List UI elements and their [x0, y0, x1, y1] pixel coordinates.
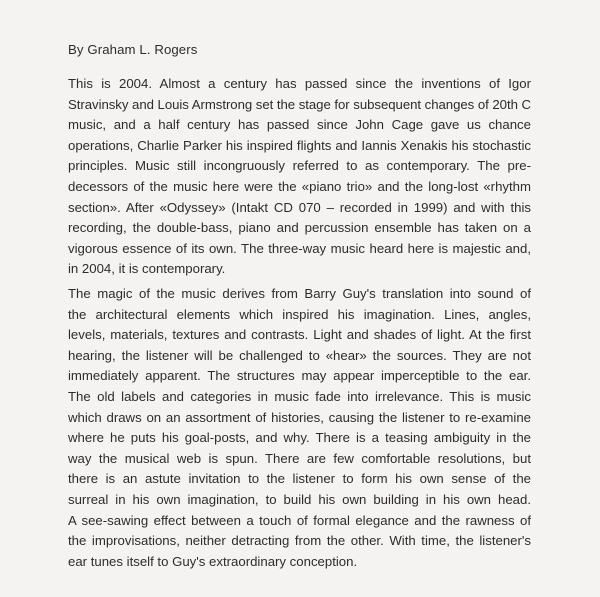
text-line: which draws on an assortment of histories, causing the listener to re-examine	[68, 409, 531, 425]
author-byline: By Graham L. Rogers	[68, 42, 198, 57]
paragraph-body	[68, 284, 531, 572]
text-line: Stravinsky and Louis Armstrong set the stage for subsequent changes of 20th C	[68, 96, 531, 112]
text-line: the architectural elements which inspired his imagination. Lines, angles,	[68, 306, 531, 322]
text-line: The magic of the music derives from Barry Guy's translation into sound of	[68, 286, 531, 301]
text-line: section». After «Odyssey» (Intakt CD 070 – recorded in 1999) and with this	[68, 199, 531, 215]
text-line: operations, Charlie Parker his inspired flights and Iannis Xenakis his stochastic	[68, 137, 531, 153]
text-line: The old labels and categories in music fade into irrelevance. This is music	[68, 388, 531, 404]
text-line: surreal in his own imagination, to build his own building in his own head.	[68, 491, 531, 507]
text-line: music, and a half century has passed since John Cage gave us chance	[68, 117, 531, 133]
text-line: way the musical web is spun. There are few comfortable resolutions, but	[68, 450, 531, 466]
text-line: hearing, the listener will be challenged to «hear» the sources. They are not	[68, 347, 531, 363]
text-line: levels, materials, textures and contrasts. Light and shades of light. At the first	[68, 327, 531, 343]
text-line: vigorous essence of its own. The three-way music heard here is majestic and,	[68, 240, 531, 256]
text-line: where he puts his goal-posts, and why. There is a teasing ambiguity in the	[68, 430, 531, 446]
text-line: decessors of the music here were the «piano trio» and the long-lost «rhythm	[68, 178, 531, 194]
text-line: principles. Music still incongruously referred to as contemporary. The pre-	[68, 158, 531, 174]
text-line: recording, the double-bass, piano and percussion ensemble has taken on a	[68, 220, 531, 236]
text-line: in 2004, it is contemporary.	[68, 261, 226, 277]
text-line: This is 2004. Almost a century has passed since the inventions of Igor	[68, 76, 531, 91]
text-line: there is an astute invitation to the listener to form his own sense of the	[68, 471, 531, 487]
paragraph-intro	[68, 74, 531, 280]
text-line: A see-sawing effect between a touch of formal elegance and the rawness of	[68, 512, 531, 528]
text-line: ear tunes itself to Guy's extraordinary conception.	[68, 553, 358, 569]
text-line: the improvisations, neither detracting from the other. With time, the listener's	[68, 533, 531, 549]
text-line: immediately apparent. The structures may appear imperceptible to the ear.	[68, 368, 531, 384]
